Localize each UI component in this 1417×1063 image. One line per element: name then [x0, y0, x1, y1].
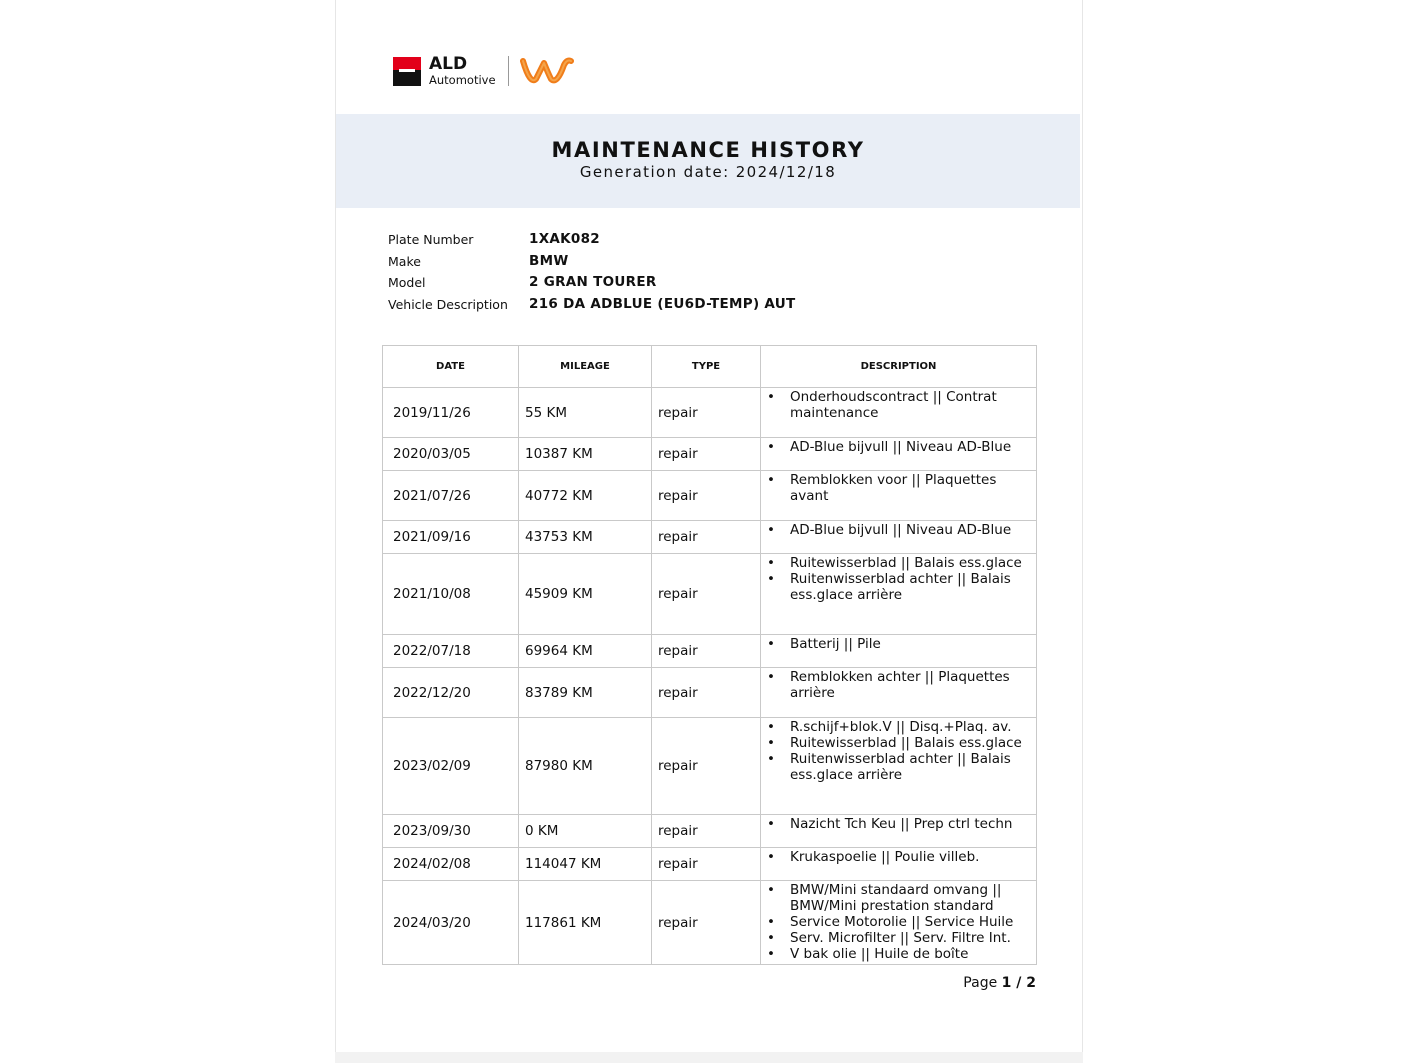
cell-mileage: 45909 KM — [519, 554, 652, 635]
bullet-icon: • — [767, 571, 775, 587]
cell-type: repair — [652, 471, 761, 521]
description-list — [767, 719, 1032, 783]
bullet-icon: • — [767, 522, 775, 538]
cell-mileage: 83789 KM — [519, 668, 652, 718]
vehicle-info-value: 2 GRAN TOURER — [529, 274, 657, 290]
bullet-icon: • — [767, 735, 775, 751]
maintenance-table — [382, 345, 1037, 965]
column-header-mileage: MILEAGE — [519, 346, 652, 388]
description-text: BMW/Mini standaard omvang || BMW/Mini prestation standard — [790, 882, 1002, 914]
cell-type: repair — [652, 815, 761, 848]
description-item — [767, 751, 1032, 783]
description-item — [767, 555, 1032, 571]
ald-logo-text — [429, 55, 496, 87]
bullet-icon: • — [767, 389, 775, 405]
generation-date: Generation date: 2024/12/18 — [579, 163, 837, 181]
cell-description — [761, 388, 1037, 438]
description-item — [767, 930, 1032, 946]
column-header-type: TYPE — [652, 346, 761, 388]
cell-type: repair — [652, 554, 761, 635]
page-title: MAINTENANCE HISTORY — [551, 138, 865, 162]
page-bottom-edge — [335, 1052, 1083, 1063]
cell-type: repair — [652, 881, 761, 965]
description-text: Service Motorolie || Service Huile — [790, 914, 1014, 930]
cell-description — [761, 848, 1037, 881]
table-row — [383, 635, 1037, 668]
cell-description — [761, 438, 1037, 471]
description-text: Nazicht Tch Keu || Prep ctrl techn — [790, 816, 1013, 832]
description-list — [767, 389, 1032, 421]
description-item — [767, 816, 1032, 832]
vehicle-info-label: Plate Number — [388, 232, 474, 247]
vehicle-info-value: 216 DA ADBLUE (EU6D-TEMP) AUT — [529, 295, 796, 312]
description-item — [767, 882, 1032, 914]
description-item — [767, 849, 1032, 865]
bullet-icon: • — [767, 719, 775, 735]
cell-mileage: 10387 KM — [519, 438, 652, 471]
cell-type: repair — [652, 521, 761, 554]
cell-date: 2021/10/08 — [383, 554, 519, 635]
cell-date: 2019/11/26 — [383, 388, 519, 438]
description-text: Ruitenwisserblad achter || Balais ess.glace arrière — [790, 751, 1011, 783]
vehicle-info-label: Make — [388, 253, 421, 269]
cell-mileage: 40772 KM — [519, 471, 652, 521]
description-text: Krukaspoelie || Poulie villeb. — [790, 849, 980, 865]
cell-type: repair — [652, 718, 761, 815]
bullet-icon: • — [767, 555, 775, 571]
cell-description — [761, 554, 1037, 635]
description-text: AD-Blue bijvull || Niveau AD-Blue — [790, 522, 1012, 538]
title-band — [336, 114, 1080, 208]
description-text: V bak olie || Huile de boîte — [790, 946, 969, 962]
cell-date: 2021/07/26 — [383, 471, 519, 521]
table-row — [383, 521, 1037, 554]
cell-mileage: 0 KM — [519, 815, 652, 848]
description-list — [767, 669, 1032, 701]
bullet-icon: • — [767, 930, 775, 946]
vehicle-info-value: BMW — [529, 252, 569, 269]
description-item — [767, 636, 1032, 652]
description-text: Onderhoudscontract || Contrat maintenance — [790, 389, 997, 421]
cell-description — [761, 718, 1037, 815]
description-text: Ruitenwisserblad achter || Balais ess.glace arrière — [790, 571, 1011, 603]
description-text: Ruitewisserblad || Balais ess.glace — [790, 555, 1022, 571]
bullet-icon: • — [767, 914, 775, 930]
cell-date: 2024/03/20 — [383, 881, 519, 965]
description-item — [767, 669, 1032, 701]
cell-mileage: 87980 KM — [519, 718, 652, 815]
table-row — [383, 438, 1037, 471]
column-header-description: DESCRIPTION — [761, 346, 1037, 388]
ald-logo-title: ALD — [429, 54, 468, 74]
cell-description — [761, 881, 1037, 965]
ald-logo-mark — [393, 57, 421, 86]
page-number — [936, 975, 1036, 991]
cell-date: 2024/02/08 — [383, 848, 519, 881]
table-row — [383, 848, 1037, 881]
page-label: Page — [963, 975, 998, 991]
leaseplan-logo — [520, 55, 574, 87]
description-list — [767, 522, 1032, 538]
cell-mileage: 69964 KM — [519, 635, 652, 668]
cell-date: 2022/12/20 — [383, 668, 519, 718]
description-item — [767, 735, 1032, 751]
description-item — [767, 914, 1032, 930]
table-row — [383, 881, 1037, 965]
description-list — [767, 882, 1032, 962]
bullet-icon: • — [767, 439, 775, 455]
cell-mileage: 43753 KM — [519, 521, 652, 554]
description-text: Ruitewisserblad || Balais ess.glace — [790, 735, 1022, 751]
table-row — [383, 471, 1037, 521]
description-text: Serv. Microfilter || Serv. Filtre Int. — [790, 930, 1011, 946]
description-list — [767, 816, 1032, 832]
cell-date: 2023/02/09 — [383, 718, 519, 815]
cell-date: 2020/03/05 — [383, 438, 519, 471]
vehicle-info-value: 1XAK082 — [529, 231, 600, 247]
cell-description — [761, 668, 1037, 718]
table-row — [383, 388, 1037, 438]
description-list — [767, 472, 1032, 504]
table-row — [383, 718, 1037, 815]
cell-date: 2023/09/30 — [383, 815, 519, 848]
cell-mileage: 114047 KM — [519, 848, 652, 881]
description-item — [767, 439, 1032, 455]
cell-description — [761, 635, 1037, 668]
description-item — [767, 389, 1032, 421]
description-item — [767, 472, 1032, 504]
cell-date: 2022/07/18 — [383, 635, 519, 668]
description-text: Remblokken voor || Plaquettes avant — [790, 472, 997, 504]
bullet-icon: • — [767, 816, 775, 832]
description-text: R.schijf+blok.V || Disq.+Plaq. av. — [790, 719, 1012, 735]
description-list — [767, 636, 1032, 652]
vehicle-info-label: Vehicle Description — [388, 296, 508, 312]
cell-mileage: 55 KM — [519, 388, 652, 438]
description-list — [767, 849, 1032, 865]
description-list — [767, 439, 1032, 455]
bullet-icon: • — [767, 472, 775, 488]
description-text: Remblokken achter || Plaquettes arrière — [790, 669, 1010, 701]
description-item — [767, 719, 1032, 735]
document-page — [335, 0, 1083, 1063]
cell-type: repair — [652, 668, 761, 718]
description-list — [767, 555, 1032, 603]
table-row — [383, 554, 1037, 635]
cell-type: repair — [652, 438, 761, 471]
table-row — [383, 668, 1037, 718]
cell-description — [761, 815, 1037, 848]
bullet-icon: • — [767, 849, 775, 865]
cell-description — [761, 521, 1037, 554]
bullet-icon: • — [767, 636, 775, 652]
description-text: Batterij || Pile — [790, 636, 881, 652]
bullet-icon: • — [767, 669, 775, 685]
cell-type: repair — [652, 848, 761, 881]
table-header-row — [383, 346, 1037, 388]
cell-date: 2021/09/16 — [383, 521, 519, 554]
logo-divider — [508, 56, 509, 86]
bullet-icon: • — [767, 882, 775, 898]
cell-mileage: 117861 KM — [519, 881, 652, 965]
description-item — [767, 946, 1032, 962]
cell-type: repair — [652, 635, 761, 668]
description-item — [767, 522, 1032, 538]
cell-description — [761, 471, 1037, 521]
description-item — [767, 571, 1032, 603]
cell-type: repair — [652, 388, 761, 438]
ald-logo-subtitle: Automotive — [429, 73, 496, 87]
vehicle-info-label: Model — [388, 275, 426, 290]
bullet-icon: • — [767, 946, 775, 962]
table-row — [383, 815, 1037, 848]
column-header-date: DATE — [383, 346, 519, 388]
bullet-icon: • — [767, 751, 775, 767]
page-count: 1 / 2 — [1001, 975, 1036, 991]
description-text: AD-Blue bijvull || Niveau AD-Blue — [790, 439, 1012, 455]
